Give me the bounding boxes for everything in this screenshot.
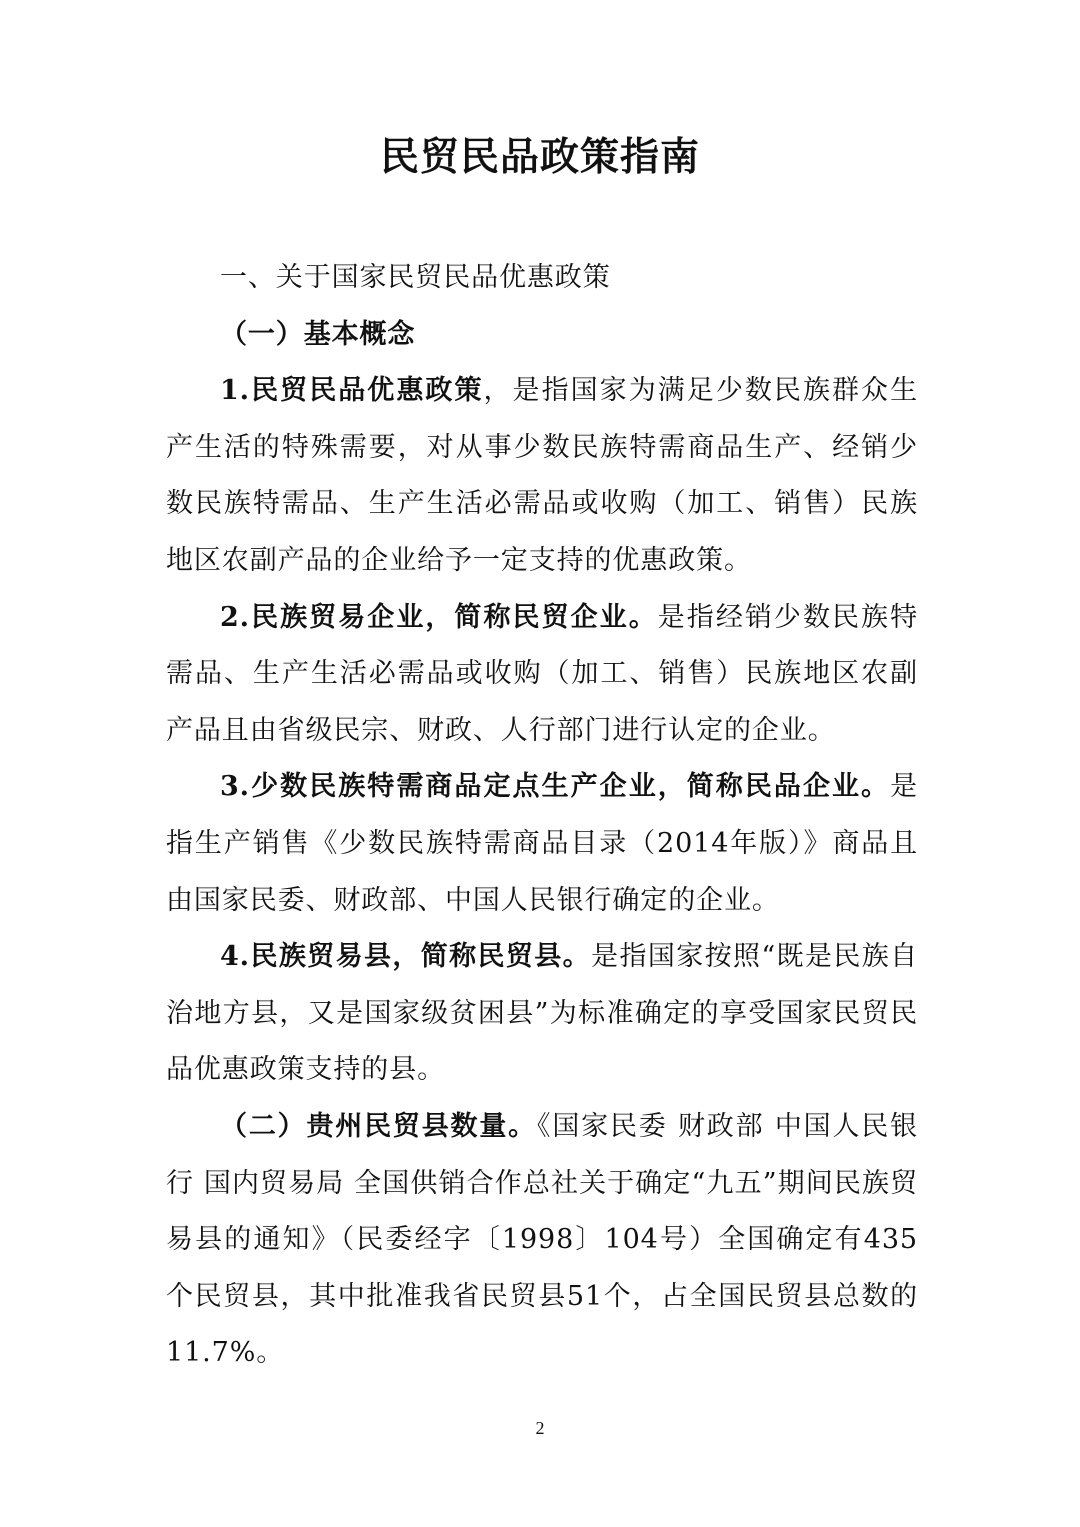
paragraph-goods-enterprise [166,759,918,929]
paragraph-lead: 1.民贸民品优惠政策 [220,375,484,407]
paragraph-trade-enterprise [166,590,918,760]
document-title: 民贸民品政策指南 [379,135,700,180]
paragraph-policy-definition [166,363,918,589]
paragraph-guizhou-county-count [166,1099,918,1382]
paragraph-lead: 2.民族贸易企业，简称民贸企业。 [220,601,658,633]
paragraph-text: 《国家民委 财政部 中国人民银行 国内贸易局 全国供销合作总社关于确定“九五”期间民族贸易县的通知》（民委经字〔1998〕104号）全国确定有435个民贸县，其中批准我省民贸县51个，占全国民贸县总数的11.7%。 [166,1110,919,1369]
document-body [166,250,918,1382]
page-number: 2 [535,1418,545,1438]
paragraph-lead: （二）贵州民贸县数量。 [220,1110,537,1142]
paragraph-trade-county [166,929,918,1099]
section-heading: 一、关于国家民贸民品优惠政策 [220,262,611,293]
paragraph-lead: 3.少数民族特需商品定点生产企业，简称民品企业。 [220,771,891,803]
paragraph-text: 是指经销少数民族特需品、生产生活必需品或收购（加工、销售）民族地区农副产品且由省级民宗、财政、人行部门进行认定的企业。 [166,601,918,746]
paragraph-text: 是指生产销售《少数民族特需商品目录（2014年版）》商品且由国家民委、财政部、中国人民银行确定的企业。 [166,771,918,916]
subsection-heading: （一）基本概念 [220,318,416,350]
paragraph-text: ，是指国家为满足少数民族群众生产生活的特殊需要，对从事少数民族特需商品生产、经销少数民族特需品、生产生活必需品或收购（加工、销售）民族地区农副产品的企业给予一定支持的优惠政策。 [166,375,918,576]
paragraph-text: 是指国家按照“既是民族自治地方县，又是国家级贫困县”为标准确定的享受国家民贸民品优惠政策支持的县。 [166,941,918,1086]
paragraph-lead: 4.民族贸易县，简称民贸县。 [220,941,592,973]
